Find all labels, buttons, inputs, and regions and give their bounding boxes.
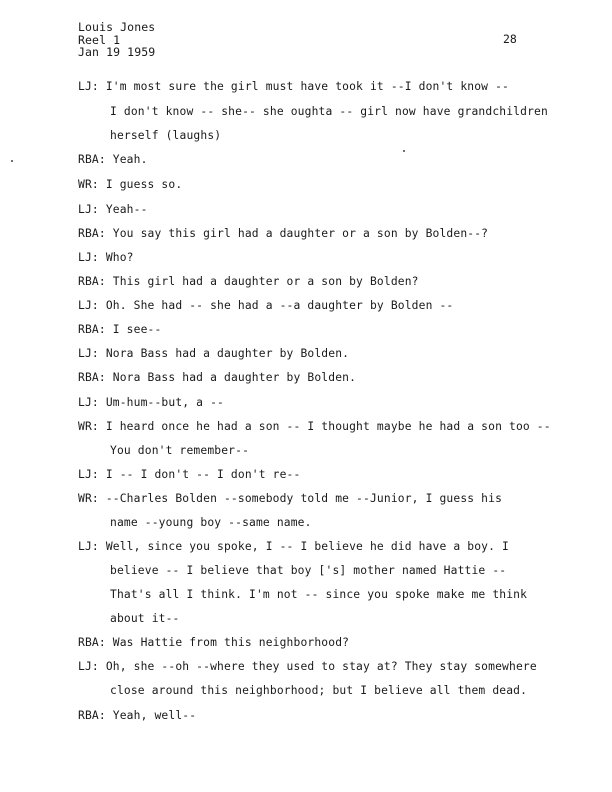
speaker-label: WR:	[78, 420, 99, 433]
speaker-label: RBA:	[78, 709, 106, 722]
transcript-line	[110, 612, 180, 626]
line-text: This girl had a daughter or a son by Bolden?	[112, 275, 419, 288]
line-text: Yeah.	[112, 153, 148, 166]
transcript-line	[78, 492, 502, 506]
speaker-label: RBA:	[78, 275, 106, 288]
line-text: name --young boy --same name.	[110, 516, 312, 529]
speaker-label: LJ:	[78, 660, 99, 673]
line-text: Yeah--	[105, 203, 148, 216]
transcript-line	[78, 420, 551, 434]
transcript-line	[78, 80, 509, 94]
stray-mark	[403, 150, 405, 152]
line-text: I don't know -- she-- she oughta -- girl now have grandchildren	[110, 105, 548, 118]
line-text: I heard once he had a son -- I thought maybe he had a son too --	[105, 420, 551, 433]
speaker-label: WR:	[78, 492, 99, 505]
line-text: herself (laughs)	[110, 129, 222, 142]
transcript-line	[110, 564, 506, 578]
line-text: I see--	[112, 323, 162, 336]
transcript-line	[78, 709, 196, 723]
speaker-label: RBA:	[78, 227, 106, 240]
transcript-line	[110, 588, 527, 602]
line-text: I guess so.	[105, 178, 183, 191]
line-text: about it--	[110, 612, 180, 625]
speaker-label: LJ:	[78, 251, 99, 264]
transcript-line	[78, 636, 349, 650]
transcript-line	[78, 227, 488, 241]
transcript-line	[110, 684, 527, 698]
speaker-label: LJ:	[78, 299, 99, 312]
transcript-line	[78, 203, 148, 217]
transcript-line	[78, 299, 453, 313]
line-text: You don't remember--	[110, 444, 250, 457]
header-name: Louis Jones	[78, 20, 156, 34]
header-reel: Reel 1	[78, 33, 121, 47]
speaker-label: LJ:	[78, 396, 99, 409]
transcript-line	[110, 516, 312, 530]
speaker-label: RBA:	[78, 636, 106, 649]
transcript-line	[78, 178, 182, 192]
transcript-line	[78, 468, 300, 482]
speaker-label: LJ:	[78, 347, 99, 360]
transcript-line	[78, 347, 349, 361]
line-text: Well, since you spoke, I -- I believe he did have a boy. I	[105, 540, 509, 553]
line-text: Oh, she --oh --where they used to stay at? They stay somewhere	[105, 660, 537, 673]
line-text: Who?	[105, 251, 134, 264]
line-text: close around this neighborhood; but I believe all them dead.	[110, 684, 528, 697]
speaker-label: RBA:	[78, 153, 106, 166]
line-text: That's all I think. I'm not -- since you spoke make me think	[110, 588, 528, 601]
stray-mark	[11, 160, 13, 162]
page-number: 28	[503, 32, 517, 46]
line-text: believe -- I believe that boy ['s] mother named Hattie --	[110, 564, 507, 577]
line-text: --Charles Bolden --somebody told me --Junior, I guess his	[105, 492, 503, 505]
line-text: Nora Bass had a daughter by Bolden.	[112, 371, 357, 384]
header-date: Jan 19 1959	[78, 45, 156, 59]
line-text: Oh. She had -- she had a --a daughter by Bolden --	[105, 299, 454, 312]
speaker-label: LJ:	[78, 80, 99, 93]
transcript-line	[110, 129, 221, 143]
speaker-label: RBA:	[78, 371, 106, 384]
speaker-label: WR:	[78, 178, 99, 191]
transcript-line	[78, 660, 537, 674]
transcript-line	[78, 323, 161, 337]
line-text: You say this girl had a daughter or a son by Bolden--?	[112, 227, 489, 240]
speaker-label: LJ:	[78, 468, 99, 481]
line-text: Yeah, well--	[112, 709, 197, 722]
transcript-line	[78, 396, 224, 410]
line-text: I -- I don't -- I don't re--	[105, 468, 301, 481]
line-text: Was Hattie from this neighborhood?	[112, 636, 350, 649]
transcript-line	[78, 371, 356, 385]
speaker-label: LJ:	[78, 203, 99, 216]
line-text: Um-hum--but, a --	[105, 396, 224, 409]
transcript-line	[78, 275, 419, 289]
speaker-label: LJ:	[78, 540, 99, 553]
transcript-line	[110, 444, 249, 458]
transcript-line	[110, 105, 548, 119]
transcript-line	[78, 153, 148, 167]
line-text: Nora Bass had a daughter by Bolden.	[105, 347, 350, 360]
transcript-line	[78, 540, 509, 554]
line-text: I'm most sure the girl must have took it --I don't know --	[105, 80, 509, 93]
transcript-line	[78, 251, 134, 265]
speaker-label: RBA:	[78, 323, 106, 336]
